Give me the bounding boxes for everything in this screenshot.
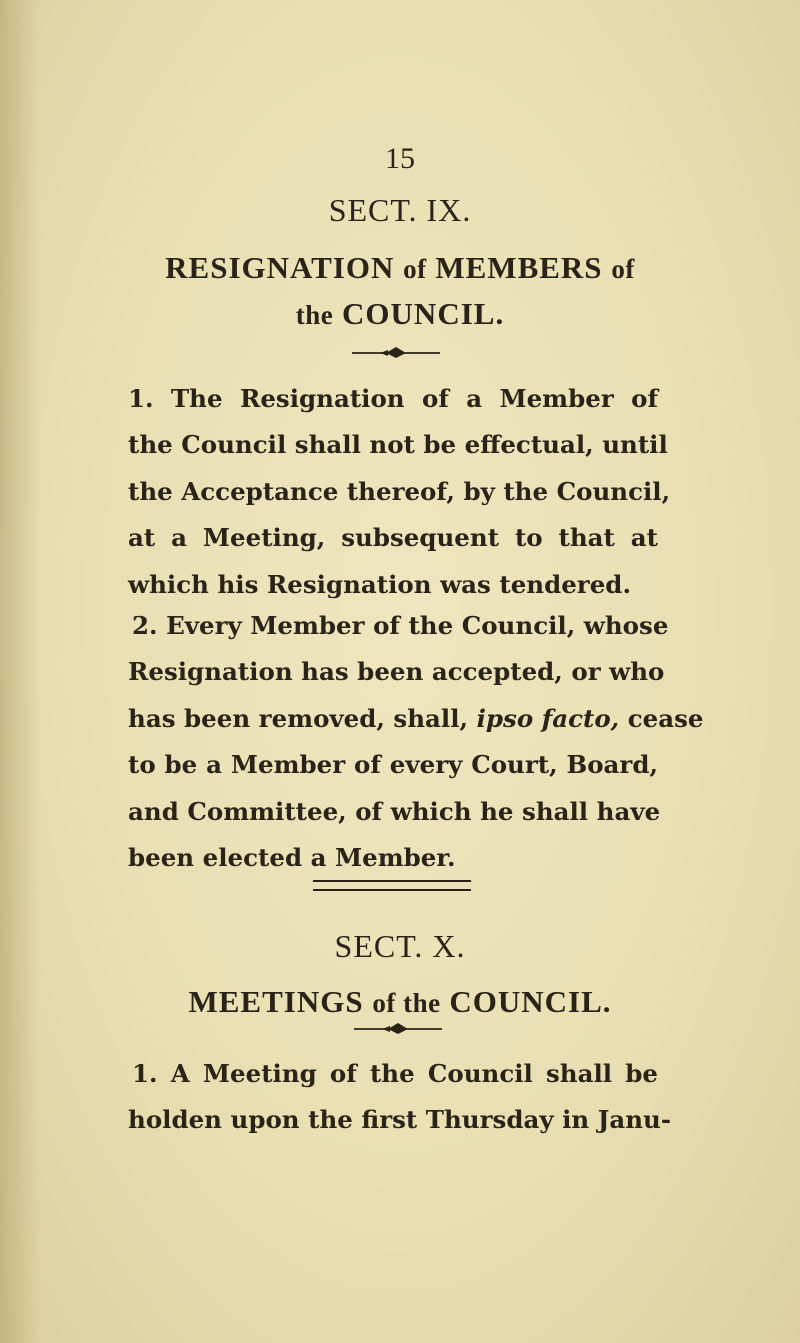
heading-word: RESIGNATION xyxy=(165,250,395,285)
text-line: 1. The Resignation of a Member of xyxy=(128,384,658,413)
text-line: the Acceptance thereof, by the Council, xyxy=(128,476,671,506)
section-ix-label: SECT. IX. xyxy=(328,192,472,228)
arrow-ornament-icon xyxy=(350,346,442,360)
text-line: to be a Member of every Court, Board, xyxy=(128,750,658,780)
section-x-label: SECT. X. xyxy=(334,928,466,964)
text-line: been elected a Member. xyxy=(128,843,456,873)
text-line xyxy=(128,696,704,742)
text-fragment: has been removed, shall, xyxy=(128,703,469,733)
heading-word: of xyxy=(403,254,427,284)
text-line: holden upon the first Thursday in Janu- xyxy=(128,1105,671,1135)
heading-word: of the xyxy=(372,988,441,1018)
section-x-heading xyxy=(0,978,800,1027)
text-line: the Council shall not be effectual, until xyxy=(128,430,668,460)
text-line: at a Meeting, subsequent to that at xyxy=(128,523,658,553)
text-line: 2. Every Member of the Council, whose xyxy=(132,611,669,640)
text-line: 1. A Meeting of the Council shall be xyxy=(132,1059,658,1088)
page-number: 15 xyxy=(385,142,415,175)
section-ix-heading-line1 xyxy=(0,244,800,293)
double-rule xyxy=(313,880,471,891)
section-ix-paragraph-1 xyxy=(128,376,671,608)
heading-word: MEETINGS xyxy=(188,984,364,1019)
italic-phrase: ipso facto, xyxy=(476,703,620,733)
text-line: which his Resignation was tendered. xyxy=(128,569,631,599)
text-line: Resignation has been accepted, or who xyxy=(128,657,665,687)
heading-word: COUNCIL. xyxy=(449,984,612,1019)
section-ix-paragraph-2 xyxy=(128,603,704,881)
section-ix-heading-line2 xyxy=(0,290,800,339)
heading-word: of xyxy=(611,254,635,284)
text-line: and Committee, of which he shall have xyxy=(128,796,661,826)
arrow-ornament-icon xyxy=(352,1022,444,1036)
heading-word: COUNCIL. xyxy=(342,296,505,331)
section-x-paragraph-1 xyxy=(128,1051,671,1144)
text-fragment: cease xyxy=(627,703,704,733)
heading-word: MEMBERS xyxy=(435,250,603,285)
heading-word: the xyxy=(295,300,334,330)
